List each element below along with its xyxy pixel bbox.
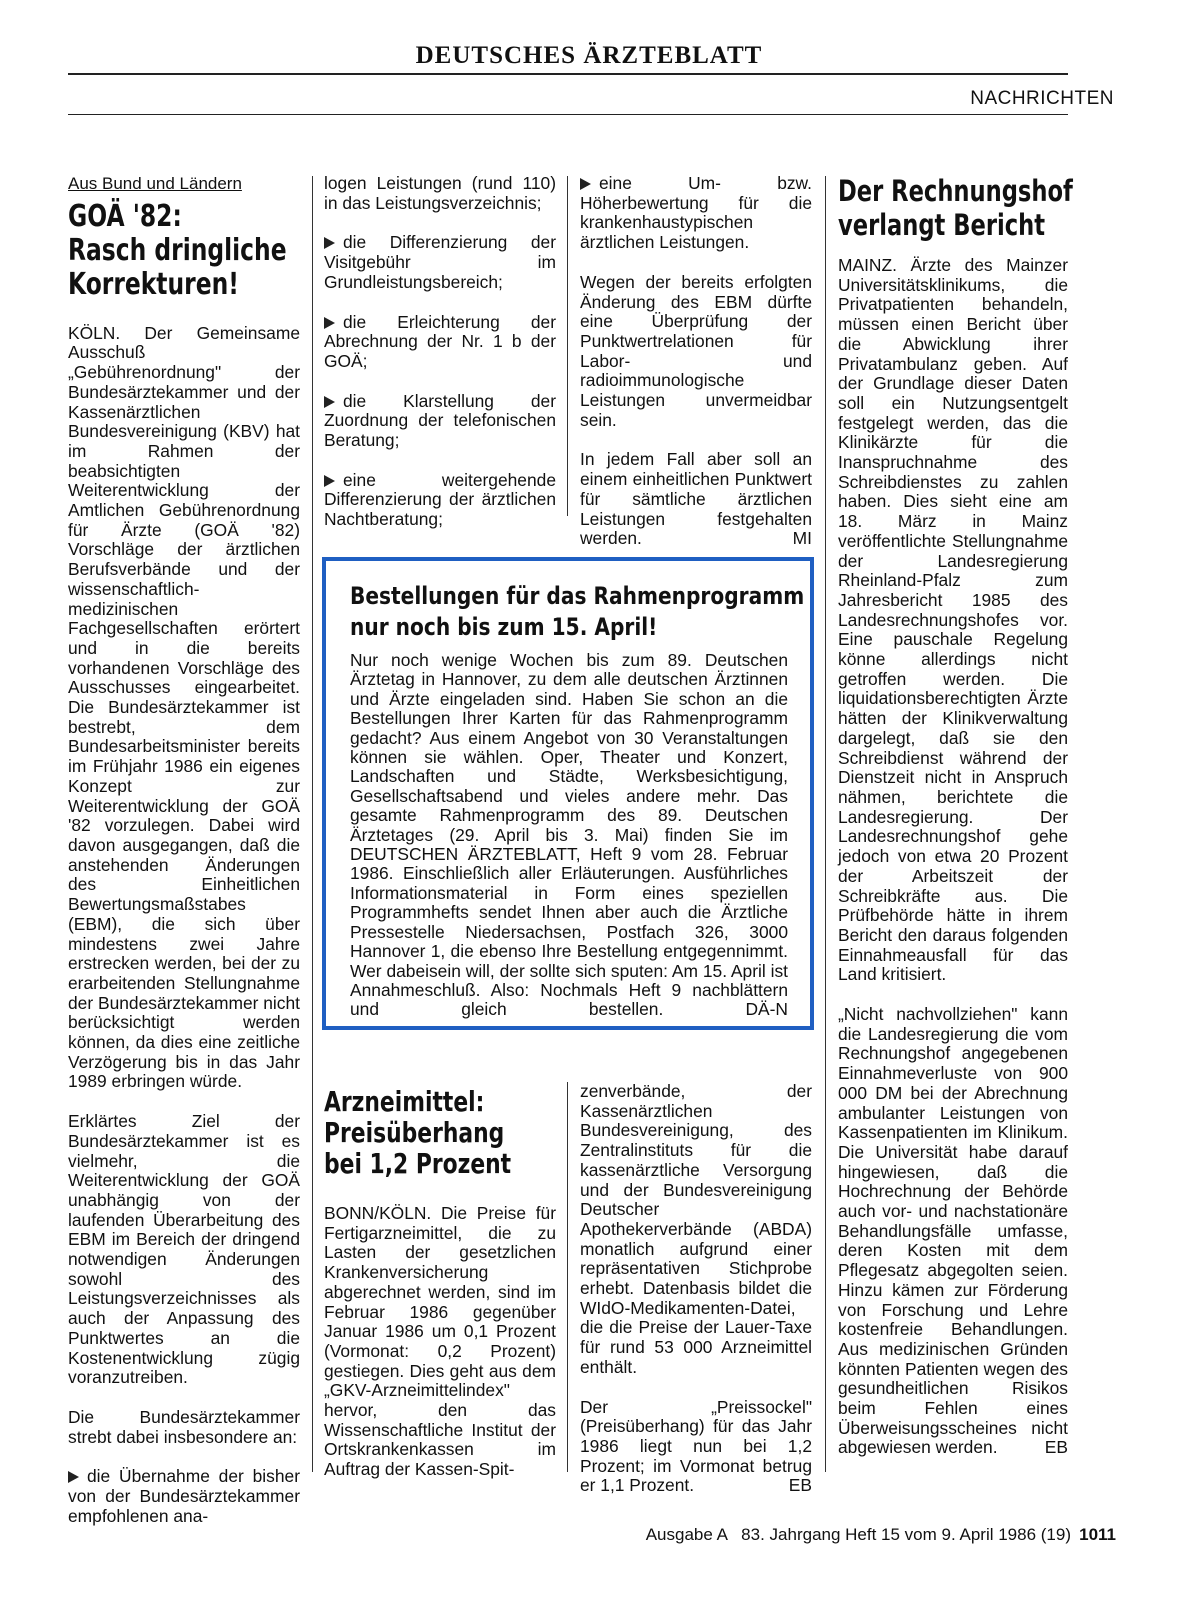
page-number: 1011 [1079,1525,1116,1544]
article2-headline: Arzneimittel: Preisüberhang bei 1,2 Prozent [324,1085,512,1180]
article2-col1 [324,1086,556,1480]
issue-info: Ausgabe A 83. Jahrgang Heft 15 vom 9. April 1986 (19) [645,1525,1071,1544]
article1-bullet: logen Leistungen (rund 110) in das Leistungsverzeichnis; [324,173,556,213]
column-divider [312,176,313,1472]
triangle-bullet-icon [324,317,335,329]
article1-col3 [580,174,812,569]
section-label: NACHRICHTEN [970,88,1114,109]
masthead: DEUTSCHES ÄRZTEBLATT [415,42,763,69]
triangle-bullet-icon [580,178,591,190]
article1-kicker: Aus Bund und Ländern [68,174,242,193]
article1-paragraph: In jedem Fall aber soll an einem einheitlichen Punktwert für sämtliche ärztlichen Leistungen festgehalten werden. MI [580,449,812,549]
box-body: Nur noch wenige Wochen bis zum 89. Deutschen Ärztetag in Hannover, zu dem alle deutschen Ärztinnen und Ärzte eingeladen sind. Haben Sie schon an die Bestellungen Ihrer Karten für das Rahmenprogramm gedacht? Aus einem Angebot von 30 Veranstaltungen können sie wählen. Oper, Theater und Konzert, Landschaften und Städte, Werksbesichtigung, Gesellschaftsabend und vieles andere mehr. Das gesamte Rahmenprogramm des 89. Deutschen Ärztetages (29. April bis 3. Mai) finden Sie im DEUTSCHEN ÄRZTEBLATT, Heft 9 vom 28. Februar 1986. Einschließlich aller Erläuterungen. Ausführliches Informationsmaterial in Form eines speziellen Programmhefts sendet Ihnen aber auch die Ärztliche Pressestelle Niedersachsen, Postfach 326, 3000 Hannover 1, die ebenso Ihre Bestellung entgegennimmt. Wer dabeisein will, der sollte sich sputen: Am 15. April ist Annahmeschluß. Also: Nochmals Heft 9 nachblättern und gleich bestellen. DÄ-N [350,650,788,1020]
article1-col1 [68,174,300,1526]
article3-signature: EB [1044,1437,1068,1458]
triangle-bullet-icon [324,475,335,487]
box-signature: DÄ-N [745,999,788,1020]
box-headline: Bestellungen für das Rahmenprogramm nur noch bis zum 15. April! [350,582,805,641]
article1-bullet: die Differenzierung der Visitgebühr im Grundleistungsbereich; [324,232,556,292]
column-divider [567,176,568,516]
section-rule [68,114,1068,115]
article1-col2 [324,174,556,550]
article1-paragraph: KÖLN. Der Gemeinsame Ausschuß „Gebührenordnung" der Bundesärztekammer und der Kassenärztlichen Bundesvereinigung (KBV) hat im Rahmen der beabsichtigten Weiterentwicklung der Amtlichen Gebührenordnung für Ärzte (GOÄ '82) Vorschläge der ärztlichen Berufsverbände und der wissenschaftlich-medizinischen Fachgesellschaften erörtert und in die bereits vorhandenen Vorschläge des Ausschusses eingearbeitet. Die Bundesärztekammer ist bestrebt, dem Bundesarbeitsminister bereits im Frühjahr 1986 ein eigenes Konzept zur Weiterentwicklung der GOÄ '82 vorzulegen. Dabei wird davon ausgegangen, daß die anstehenden Änderungen des Einheitlichen Bewertungsmaßstabes (EBM), die sich über mindestens zwei Jahre erstrecken werden, bei der zu erarbeitenden Stellungnahme der Bundesärztekammer nicht berücksichtigt werden können, da dies eine zeitliche Verzögerung bis in das Jahr 1989 erbringen würde. [68,322,300,1092]
triangle-bullet-icon [68,1471,79,1483]
triangle-bullet-icon [324,237,335,249]
triangle-bullet-icon [324,396,335,408]
article3-paragraph: „Nicht nachvollziehen" kann die Landesregierung die vom Rechnungshof angegebenen Einnahmeverluste von 900 000 DM bei der Abrechnung ambulanter Leistungen von Kassenpatienten im Klinikum. Die Universität habe darauf hingewiesen, daß die Hochrechnung der Behörde auch vor- und nachstationäre Behandlungsfälle umfasse, deren Kosten mit dem Pflegesatz abgegolten seien. Hinzu kämen zur Förderung von Forschung und Lehre kostenfreie Behandlungen. Aus medizinischen Gründen könnten Patienten wegen des gesundheitlichen Risikos beim Fehlen eines Überweisungsscheines nicht abgewiesen werden. EB [838,1004,1068,1458]
column-divider [825,176,826,1472]
article2-paragraph: Der „Preissockel" (Preisüberhang) für das Jahr 1986 liegt nun bei 1,2 Prozent; im Vormonat betrug er 1,1 Prozent. EB [580,1396,812,1496]
article1-bullet: die Klarstellung der Zuordnung der telefonischen Beratung; [324,390,556,451]
article1-paragraph: Die Bundesärztekammer strebt dabei insbesondere an: [68,1406,300,1447]
article2-paragraph: zenverbände, der Kassenärztlichen Bundesvereinigung, des Zentralinstituts für die kassenärztliche Versorgung und der Bundesvereinigung Deutscher Apothekerverbände (ABDA) monatlich aufgrund einer repräsentativen Stichprobe erhebt. Datenbasis bildet die WIdO-Medikamenten-Datei, die die Preise der Lauer-Taxe für rund 53 000 Arzneimittel enthält. [580,1081,812,1377]
article3-column [838,174,1073,1458]
article2-col2 [580,1082,812,1496]
article1-bullet: die Erleichterung der Abrechnung der Nr. 1 b der GOÄ; [324,311,556,371]
article1-bullet: die Übernahme der bisher von der Bundesärztekammer empfohlenen ana- [68,1466,300,1526]
article1-signature: MI [792,528,812,549]
article1-paragraph: Erklärtes Ziel der Bundesärztekammer ist es vielmehr, die Weiterentwicklung der GOÄ unabhängig von der laufenden Überarbeitung des EBM im Bereich der dringend notwendigen Änderungen sowohl des Leistungsverzeichnisses als auch der Anpassung des Punktwertes an die Kostenentwicklung zügig voranzutreiben. [68,1111,300,1388]
article1-bullet: eine weitergehende Differenzierung der ärztlichen Nachtberatung; [324,469,556,530]
column-divider [567,1082,568,1472]
announcement-box [322,557,814,1030]
article1-paragraph: Wegen der bereits erfolgten Änderung des EBM dürfte eine Überprüfung der Punktwertrelationen für Labor- und radioimmunologische Leistungen unvermeidbar sein. [580,271,812,430]
article2-paragraph: BONN/KÖLN. Die Preise für Fertigarzneimittel, die zu Lasten der gesetzlichen Krankenversicherung abgerechnet werden, sind im Februar 1986 gegenüber Januar 1986 um 0,1 Prozent (Vormonat: 0,2 Prozent) gestiegen. Dies geht aus dem „GKV-Arzneimittelindex" hervor, den das Wissenschaftliche Institut der Ortskrankenkassen im Auftrag der Kassen-Spit- [324,1203,556,1480]
article1-bullet: eine Um- bzw. Höherbewertung für die krankenhaustypischen ärztlichen Leistungen. [580,173,812,253]
article3-paragraph: MAINZ. Ärzte des Mainzer Universitätsklinikums, die Privatpatienten behandeln, müssen einen Bericht über die Abwicklung ihrer Privatambulanz geben. Auf der Grundlage dieser Daten soll ein Nutzungsentgelt festgelegt werden, das die Klinikärzte für die Inanspruchnahme des Schreibdienstes zu zahlen haben. Dies sieht eine am 18. März in Mainz veröffentlichte Stellungnahme der Landesregierung Rheinland-Pfalz zum Jahresbericht 1985 des Landesrechnungshofes vor. Eine pauschale Regelung könne allerdings nicht getroffen werden. Die liquidationsberechtigten Ärzte hätten der Klinikverwaltung dargelegt, daß sie den Schreibdienst während der Dienstzeit nicht in Anspruch nähmen, berichtete die Landesregierung. Der Landesrechnungshof gehe jedoch von etwa 20 Prozent der Arbeitszeit der Schreibkräfte aus. Die Prüfbehörde hätte in ihrem Bericht den daraus folgenden Einnahmeausfall für das Land kritisiert. [838,255,1068,985]
masthead-rule [68,73,1068,75]
article2-signature: EB [788,1475,812,1496]
article1-headline: GOÄ '82: Rasch dringliche Korrekturen! [68,198,287,302]
article3-headline: Der Rechnungshof verlangt Bericht [838,174,1073,242]
